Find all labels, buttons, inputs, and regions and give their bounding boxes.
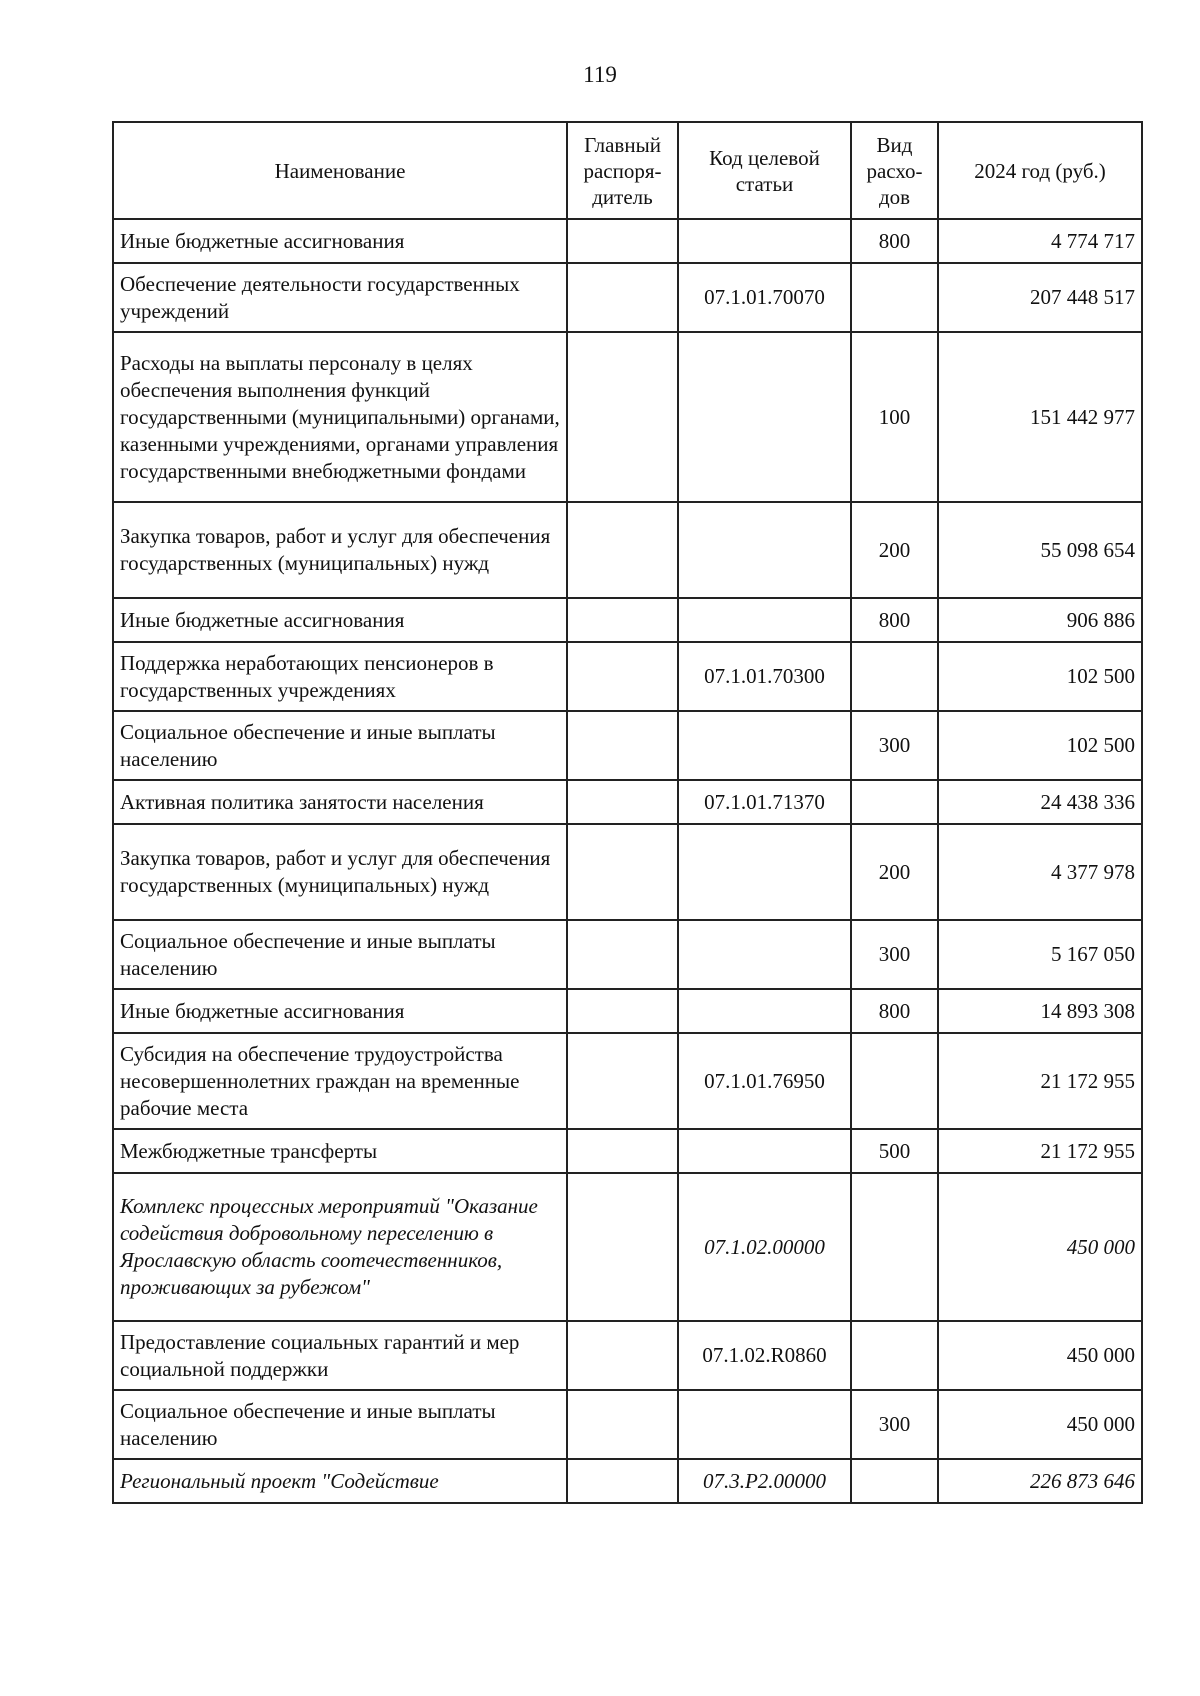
cell-code (678, 711, 851, 780)
header-kind: Вид расхо-дов (851, 122, 938, 219)
cell-amount: 906 886 (938, 598, 1142, 642)
cell-code: 07.1.02.R0860 (678, 1321, 851, 1390)
cell-kind (851, 1321, 938, 1390)
cell-amount: 207 448 517 (938, 263, 1142, 332)
cell-name: Предоставление социальных гарантий и мер социальной поддержки (113, 1321, 567, 1390)
table-row (113, 920, 1142, 989)
table-body (113, 219, 1142, 1503)
cell-amount: 151 442 977 (938, 332, 1142, 502)
cell-code (678, 219, 851, 263)
cell-amount: 4 377 978 (938, 824, 1142, 920)
cell-code: 07.1.01.76950 (678, 1033, 851, 1129)
cell-manager (567, 824, 678, 920)
cell-amount: 5 167 050 (938, 920, 1142, 989)
cell-code: 07.1.01.70070 (678, 263, 851, 332)
table-row (113, 780, 1142, 824)
cell-kind (851, 1173, 938, 1321)
cell-name: Социальное обеспечение и иные выплаты населению (113, 1390, 567, 1459)
cell-manager (567, 263, 678, 332)
header-amount: 2024 год (руб.) (938, 122, 1142, 219)
table-row (113, 1390, 1142, 1459)
table-row (113, 1173, 1142, 1321)
table-row (113, 1321, 1142, 1390)
table-row (113, 1033, 1142, 1129)
cell-code (678, 824, 851, 920)
cell-manager (567, 332, 678, 502)
cell-amount: 450 000 (938, 1390, 1142, 1459)
cell-name: Поддержка неработающих пенсионеров в государственных учреждениях (113, 642, 567, 711)
cell-kind (851, 263, 938, 332)
cell-manager (567, 780, 678, 824)
cell-name: Обеспечение деятельности государственных учреждений (113, 263, 567, 332)
cell-manager (567, 920, 678, 989)
cell-kind (851, 780, 938, 824)
cell-kind: 800 (851, 989, 938, 1033)
cell-code: 07.1.02.00000 (678, 1173, 851, 1321)
cell-kind (851, 642, 938, 711)
cell-amount: 24 438 336 (938, 780, 1142, 824)
table-row (113, 1129, 1142, 1173)
table-row (113, 711, 1142, 780)
cell-manager (567, 1129, 678, 1173)
cell-kind: 300 (851, 711, 938, 780)
cell-amount: 55 098 654 (938, 502, 1142, 598)
cell-name: Субсидия на обеспечение трудоустройства несовершеннолетних граждан на временные рабочие места (113, 1033, 567, 1129)
table-header (113, 122, 1142, 219)
cell-code: 07.3.P2.00000 (678, 1459, 851, 1503)
cell-amount: 102 500 (938, 711, 1142, 780)
cell-amount: 4 774 717 (938, 219, 1142, 263)
table-row (113, 332, 1142, 502)
table-row (113, 263, 1142, 332)
cell-kind: 300 (851, 1390, 938, 1459)
cell-name: Межбюджетные трансферты (113, 1129, 567, 1173)
table-row (113, 642, 1142, 711)
cell-code (678, 1390, 851, 1459)
table-row (113, 598, 1142, 642)
cell-name: Социальное обеспечение и иные выплаты населению (113, 711, 567, 780)
cell-code: 07.1.01.70300 (678, 642, 851, 711)
cell-code (678, 332, 851, 502)
page-number: 119 (583, 62, 617, 87)
cell-name: Расходы на выплаты персоналу в целях обеспечения выполнения функций государственными (муниципальными) органами, казенными учреждениями, органами управления государственными внебюджетными фондами (113, 332, 567, 502)
cell-amount: 226 873 646 (938, 1459, 1142, 1503)
table-row (113, 824, 1142, 920)
cell-code (678, 920, 851, 989)
cell-manager (567, 502, 678, 598)
table-row (113, 989, 1142, 1033)
cell-name: Региональный проект "Содействие (113, 1459, 567, 1503)
cell-manager (567, 219, 678, 263)
table-row (113, 1459, 1142, 1503)
cell-amount: 21 172 955 (938, 1129, 1142, 1173)
cell-name: Иные бюджетные ассигнования (113, 219, 567, 263)
cell-kind: 500 (851, 1129, 938, 1173)
cell-manager (567, 1321, 678, 1390)
cell-name: Социальное обеспечение и иные выплаты населению (113, 920, 567, 989)
cell-kind (851, 1033, 938, 1129)
table-row (113, 502, 1142, 598)
cell-kind: 100 (851, 332, 938, 502)
cell-amount: 102 500 (938, 642, 1142, 711)
cell-name: Комплекс процессных мероприятий "Оказание содействия добровольному переселению в Ярославскую область соотечественников, проживающих за рубежом" (113, 1173, 567, 1321)
cell-code: 07.1.01.71370 (678, 780, 851, 824)
cell-amount: 450 000 (938, 1321, 1142, 1390)
cell-name: Закупка товаров, работ и услуг для обеспечения государственных (муниципальных) нужд (113, 502, 567, 598)
cell-manager (567, 1033, 678, 1129)
cell-kind: 300 (851, 920, 938, 989)
cell-manager (567, 1390, 678, 1459)
cell-manager (567, 1459, 678, 1503)
cell-name: Активная политика занятости населения (113, 780, 567, 824)
cell-kind: 800 (851, 598, 938, 642)
cell-name: Иные бюджетные ассигнования (113, 598, 567, 642)
cell-code (678, 1129, 851, 1173)
cell-kind (851, 1459, 938, 1503)
cell-kind: 200 (851, 502, 938, 598)
cell-kind: 200 (851, 824, 938, 920)
cell-code (678, 598, 851, 642)
table-row (113, 219, 1142, 263)
cell-manager (567, 989, 678, 1033)
cell-name: Закупка товаров, работ и услуг для обеспечения государственных (муниципальных) нужд (113, 824, 567, 920)
cell-kind: 800 (851, 219, 938, 263)
cell-amount: 21 172 955 (938, 1033, 1142, 1129)
cell-amount: 14 893 308 (938, 989, 1142, 1033)
cell-amount: 450 000 (938, 1173, 1142, 1321)
cell-manager (567, 598, 678, 642)
cell-manager (567, 642, 678, 711)
cell-name: Иные бюджетные ассигнования (113, 989, 567, 1033)
budget-table (112, 121, 1143, 1504)
header-code: Код целевой статьи (678, 122, 851, 219)
cell-manager (567, 711, 678, 780)
header-manager: Главный распоря-дитель (567, 122, 678, 219)
header-name: Наименование (113, 122, 567, 219)
cell-manager (567, 1173, 678, 1321)
cell-code (678, 989, 851, 1033)
cell-code (678, 502, 851, 598)
